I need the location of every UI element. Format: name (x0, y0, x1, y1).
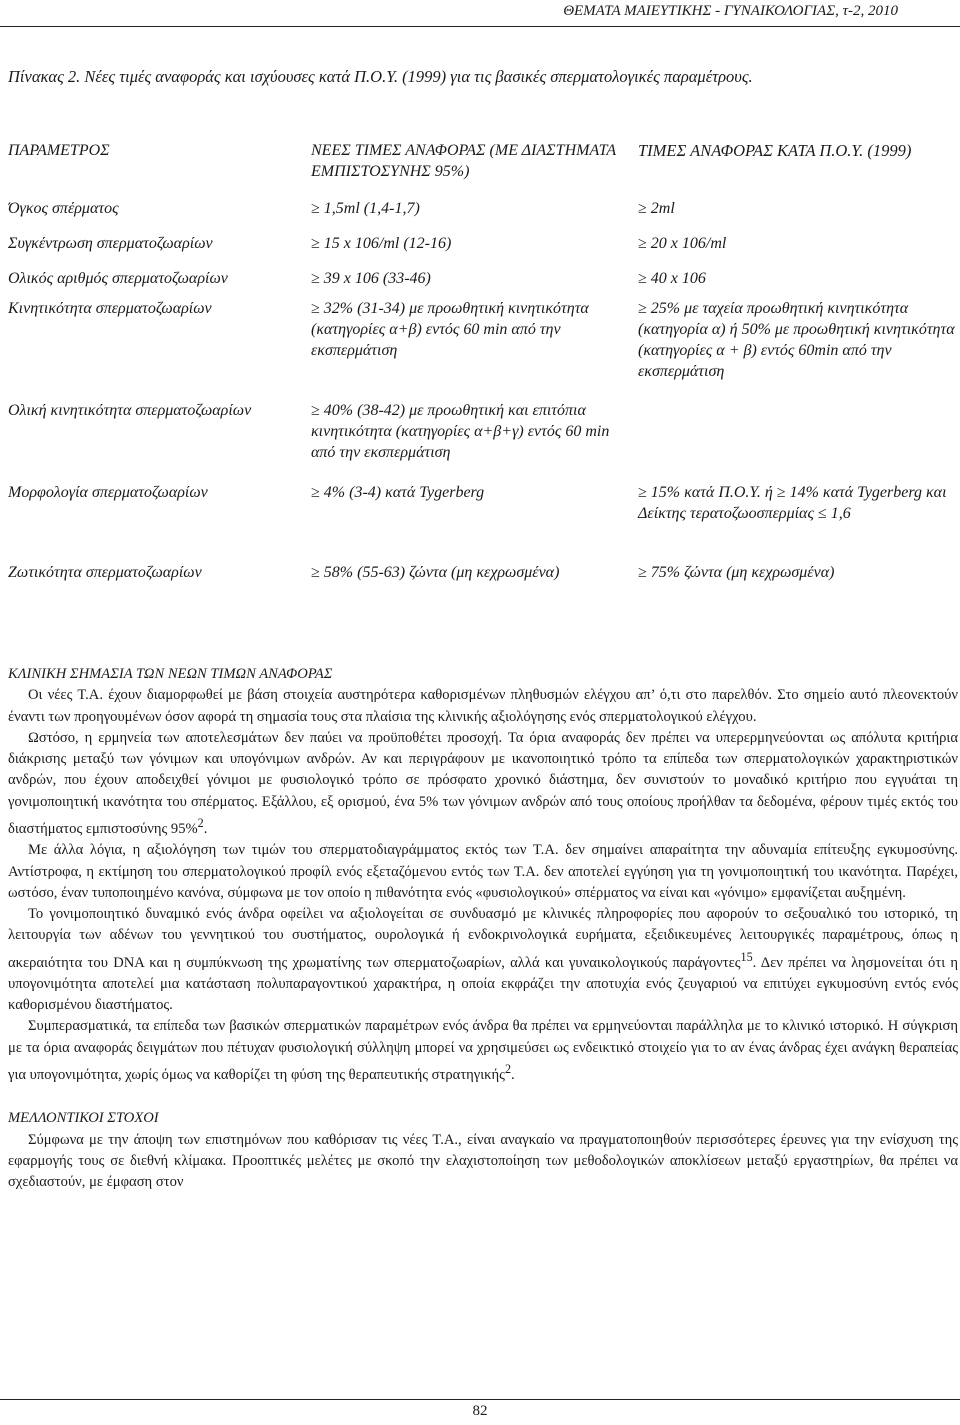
paragraph (8, 1130, 958, 1194)
table-row (8, 562, 958, 622)
citation: 15 (740, 949, 753, 964)
cell-new-value: ≥ 15 x 106/ml (12-16) (311, 235, 452, 252)
cell-who-value: ≥ 2ml (638, 200, 675, 217)
cell-parameter: Ολικός αριθμός σπερματοζωαρίων (8, 270, 228, 287)
cell-who-value: ≥ 20 x 106/ml (638, 235, 727, 252)
cell-new-value: ≥ 39 x 106 (33-46) (311, 270, 431, 287)
cell-new-value: ≥ 40% (38-42) με προωθητική και επιτόπια κινητικότητα (κατηγορίες α+β+γ) εντός 60 min από την εκσπερμάτιση (311, 402, 610, 461)
table-row (8, 233, 958, 268)
paragraph-text: Ωστόσο, η ερμηνεία των αποτελεσμάτων δεν παύει να προϋποθέτει προσοχή. Τα όρια αναφοράς δεν πρέπει να υπερερμηνεύονται ως απόλυτα κριτήρια διάκρισης μεταξύ των γόνιμων και υπογόνιμων ανδρών. Αν και περιγράφουν με ικανοποιητικό τρόπο τα επίπεδα των σπερματολογικών χαρακτηριστικών ανδρών, που έχουν αποδειχθεί γόνιμοι με φυσιολογικό τρόπο σε πρόσφατο χρονικό διάστημα, δεν συνιστούν το μοναδικό κριτήριο που εγγυάται τη γονιμοποιητική ικανότητα του σπέρματος. Εξάλλου, εξ ορισμού, ένα 5% των γόνιμων ανδρών από τους οποίους προήλθαν τα δεδομένα, φέρουν τιμές εκτός του διαστήματος εμπιστοσύνης 95% (8, 729, 958, 837)
cell-parameter: Κινητικότητα σπερματοζωαρίων (8, 300, 212, 317)
cell-parameter: Όγκος σπέρματος (8, 200, 119, 217)
table-caption: Πίνακας 2. Νέες τιμές αναφοράς και ισχύουσες κατά Π.Ο.Υ. (1999) για τις βασικές σπερματολογικές παραμέτρους. (8, 67, 753, 86)
paragraph-text: Συμπερασματικά, τα επίπεδα των βασικών σπερματικών παραμέτρων ενός άνδρα θα πρέπει να ερμηνεύονται παράλληλα με το κλινικό ιστορικό. Η σύγκριση με τα όρια αναφοράς δειγμάτων που πέτυχαν φυσιολογική σύλληψη μπορεί να χρησιμεύσει ως ενδεικτικό στοιχείο για το αν ένας άνδρας έχει ανάγκη θεραπείας για υπογονιμότητα, χωρίς όμως να καθορίζει τη φύση της θεραπευτικής στρατηγικής (8, 1018, 958, 1083)
running-title: ΘΕΜΑΤΑ ΜΑΙΕΥΤΙΚΗΣ - ΓΥΝΑΙΚΟΛΟΓΙΑΣ, τ-2, 2010 (563, 3, 898, 19)
running-header (0, 0, 960, 27)
cell-who-value: ≥ 75% ζώντα (μη κεχρωσμένα) (638, 564, 835, 581)
table-row (8, 298, 958, 400)
article-body (8, 664, 958, 1193)
cell-who-value: ≥ 15% κατά Π.Ο.Υ. ή ≥ 14% κατά Tygerberg και Δείκτης τερατοζωοσπερμίας ≤ 1,6 (638, 484, 947, 522)
paragraph (8, 728, 958, 840)
cell-parameter: Ζωτικότητα σπερματοζωαρίων (8, 564, 202, 581)
cell-parameter: Ολική κινητικότητα σπερματοζωαρίων (8, 402, 252, 419)
paragraph-text-end: . (203, 820, 208, 837)
cell-parameter: Μορφολογία σπερματοζωαρίων (8, 484, 208, 501)
cell-new-value: ≥ 32% (31-34) με προωθητική κινητικότητα (κατηγορίες α+β) εντός 60 min από την εκσπερμάτιση (311, 300, 589, 359)
cell-who-value: ≥ 25% με ταχεία προωθητική κινητικότητα (κατηγορία α) ή 50% με προωθητική κινητικότητα (κατηγορίες α + β) εντός 60min από την εκσπερμάτιση (638, 300, 955, 380)
section-title-future-goals: ΜΕΛΛΟΝΤΙΚΟΙ ΣΤΟΧΟΙ (8, 1110, 159, 1127)
table-header-row (8, 140, 958, 198)
footer-rule (0, 1399, 960, 1400)
section-title-clinical-significance: ΚΛΙΝΙΚΗ ΣΗΜΑΣΙΑ ΤΩΝ ΝΕΩΝ ΤΙΜΩΝ ΑΝΑΦΟΡΑΣ (8, 666, 333, 682)
section-spacer (8, 1086, 958, 1108)
citation: 2 (504, 1062, 512, 1077)
header-new-values: ΝΕΕΣ ΤΙΜΕΣ ΑΝΑΦΟΡΑΣ (ΜΕ ΔΙΑΣΤΗΜΑΤΑ ΕΜΠΙΣΤΟΣΥΝΗΣ 95%) (311, 142, 616, 180)
cell-new-value: ≥ 4% (3-4) κατά Tygerberg (311, 484, 485, 501)
paragraph-text: Το γονιμοποιητικό δυναμικό ενός άνδρα οφείλει να αξιολογείται σε συνδυασμό με κλινικές πληροφορίες που αφορούν το σεξουαλικό του ιστορικό, τη λειτουργία των αδένων του γεννητικού του συστήματος, ουρολογικά ή ενδοκρινολογικά ευρήματα, εξειδικευμένες λειτουργικές παραμέτρους, όπως η ακεραιότητα του DNA και η συμπύκνωση της χρωματίνης των σπερματοζωαρίων, αλλά και γυναικολογικούς παράγοντες (8, 906, 958, 971)
table-row (8, 268, 958, 298)
paragraph-text: Με άλλα λόγια, η αξιολόγηση των τιμών του σπερματοδιαγράμματος εκτός των Τ.Α. δεν σημαίνει απαραίτητα την αδυναμία επίτευξης εγκυμοσύνης. Αντίστροφα, η εκτίμηση του σπερματολογικού προφίλ ενός εξεταζόμενου εντός των Τ.Α. δεν αποτελεί εγγύηση για τη γονιμοποιητική του ικανότητα. Παρέχει, ωστόσο, έναν τυποποιημένο κανόνα, σύμφωνα με τον οποίο η πιθανότητα ενός «φυσιολογικού» σπέρματος να είναι και «γόνιμο» εμφανίζεται αυξημένη. (8, 842, 958, 901)
page-number: 82 (472, 1403, 488, 1419)
paragraph-text-end: . (511, 1066, 515, 1083)
cell-who-value: ≥ 40 x 106 (638, 270, 706, 287)
header-who-values: ΤΙΜΕΣ ΑΝΑΦΟΡΑΣ ΚΑΤΑ Π.Ο.Υ. (1999) (638, 141, 912, 160)
citation: 2 (197, 816, 204, 831)
paragraph-text: Οι νέες Τ.Α. έχουν διαμορφωθεί με βάση στοιχεία αυστηρότερα καθορισμένων πληθυσμών ελέγχου απ’ ό,τι στο παρελθόν. Στο σημείο αυτό πλεονεκτούν έναντι των προηγουμένων όσον αφορά τη σημασία τους στα πλαίσια της κλινικής αξιολόγησης ενός σπερματολογικού ελέγχου. (8, 687, 958, 725)
paragraph (8, 904, 958, 1016)
paragraph (8, 1016, 958, 1086)
table-row (8, 198, 958, 233)
paragraph-text-end: . Δεν πρέπει να λησμονείται ότι η υπογονιμότητα αποτελεί μια κατάσταση πολυπαραγοντικού χαρακτήρα, η οποία εκφράζει την αποτυχία ενός ζευγαριού να επιτύχει εγκυμοσύνη εντός ενός καθορισμένου διαστήματος. (8, 954, 959, 1014)
header-parameter: ΠΑΡΑΜΕΤΡΟΣ (8, 142, 110, 159)
cell-parameter: Συγκέντρωση σπερματοζωαρίων (8, 235, 213, 252)
reference-values-table (8, 140, 958, 622)
table-row (8, 482, 958, 562)
paragraph (8, 685, 958, 728)
paragraph-text: Σύμφωνα με την άποψη των επιστημόνων που καθόρισαν τις νέες Τ.Α., είναι αναγκαίο να πραγματοποιηθούν περισσότερες έρευνες για την ενίσχυση της εφαρμογής τους σε διεθνή κλίμακα. Προοπτικές μελέτες με σκοπό την ελαχιστοποίηση των μεθοδολογικών αποκλίσεων μεταξύ εργαστηρίων, θα πρέπει να σχεδιαστούν, με έμφαση στον (8, 1131, 958, 1191)
cell-new-value: ≥ 1,5ml (1,4-1,7) (311, 200, 420, 217)
cell-new-value: ≥ 58% (55-63) ζώντα (μη κεχρωσμένα) (311, 564, 560, 581)
paragraph (8, 840, 958, 904)
table-row (8, 400, 958, 482)
